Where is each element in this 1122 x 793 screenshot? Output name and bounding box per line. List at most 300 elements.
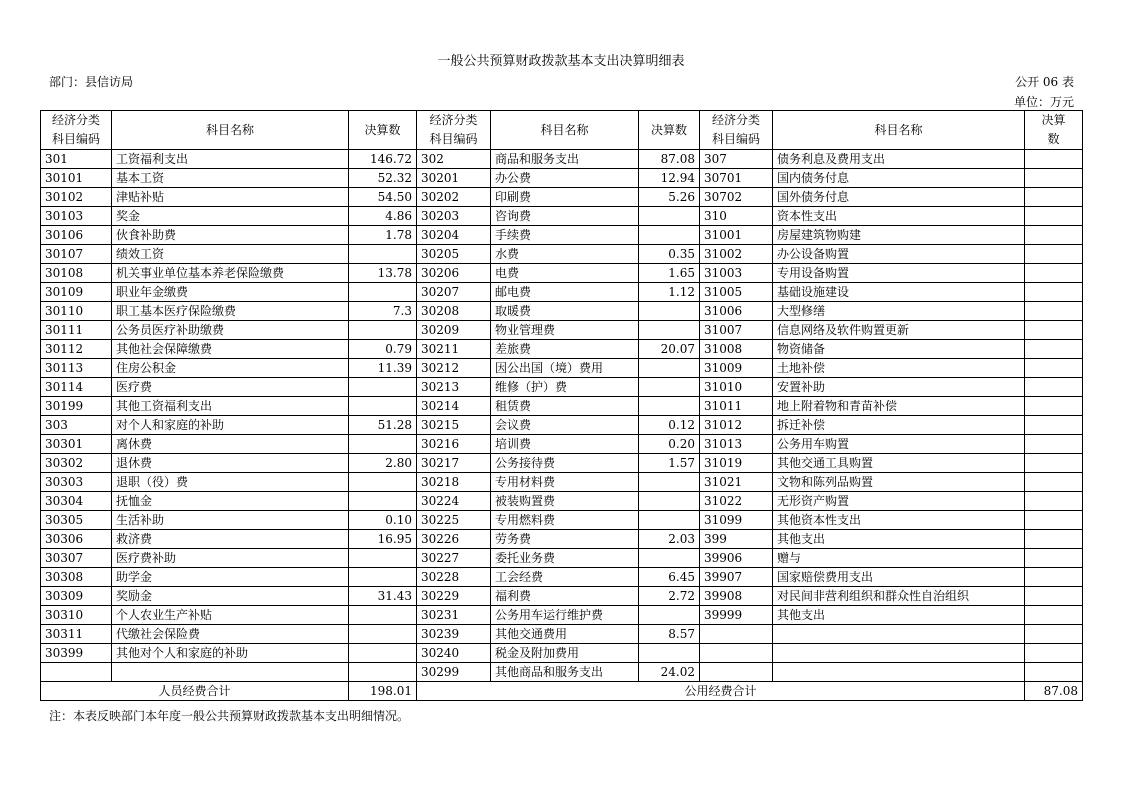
code-cell: 30226 [417,530,491,549]
amount-cell [639,302,700,321]
item-name-cell [773,625,1025,644]
amount-cell: 1.12 [639,283,700,302]
table-row [41,340,1083,359]
amount-cell [349,625,417,644]
item-name-cell: 个人农业生产补贴 [112,606,349,625]
item-name-cell: 伙食补助费 [112,226,349,245]
amount-cell [1025,625,1083,644]
item-name-cell: 医疗费 [112,378,349,397]
item-name-cell: 差旅费 [491,340,639,359]
code-cell: 31007 [700,321,773,340]
header-amount: 决算数 [639,111,700,150]
item-name-cell: 对个人和家庭的补助 [112,416,349,435]
amount-cell: 6.45 [639,568,700,587]
unit-label: 单位：万元 [1013,95,1074,109]
amount-cell [1025,302,1083,321]
item-name-cell: 福利费 [491,587,639,606]
item-name-cell: 津贴补贴 [112,188,349,207]
code-cell: 30303 [41,473,112,492]
amount-cell [1025,397,1083,416]
amount-cell: 146.72 [349,150,417,169]
code-cell: 30211 [417,340,491,359]
table-row [41,663,1083,682]
footnote: 注：本表反映部门本年度一般公共预算财政拨款基本支出明细情况。 [49,709,410,723]
amount-cell [639,492,700,511]
item-name-cell: 公务接待费 [491,454,639,473]
code-cell: 31021 [700,473,773,492]
code-cell: 30109 [41,283,112,302]
code-cell: 30308 [41,568,112,587]
item-name-cell: 公务用车购置 [773,435,1025,454]
table-row [41,625,1083,644]
item-name-cell: 离休费 [112,435,349,454]
code-cell: 30106 [41,226,112,245]
item-name-cell: 资本性支出 [773,207,1025,226]
amount-cell: 24.02 [639,663,700,682]
amount-cell [1025,606,1083,625]
code-cell: 31012 [700,416,773,435]
public-total-amount: 87.08 [1025,682,1083,701]
header-name: 科目名称 [491,111,639,150]
item-name-cell: 公务用车运行维护费 [491,606,639,625]
code-cell: 30239 [417,625,491,644]
item-name-cell: 专用设备购置 [773,264,1025,283]
item-name-cell: 因公出国（境）费用 [491,359,639,378]
amount-cell [639,226,700,245]
code-cell: 30306 [41,530,112,549]
item-name-cell: 奖金 [112,207,349,226]
code-cell: 30307 [41,549,112,568]
item-name-cell: 其他社会保障缴费 [112,340,349,359]
code-cell: 31005 [700,283,773,302]
amount-cell [1025,359,1083,378]
code-cell: 399 [700,530,773,549]
item-name-cell: 国家赔偿费用支出 [773,568,1025,587]
amount-cell [349,492,417,511]
code-cell: 30218 [417,473,491,492]
item-name-cell: 职工基本医疗保险缴费 [112,302,349,321]
table-row [41,587,1083,606]
item-name-cell: 被装购置费 [491,492,639,511]
code-cell: 30208 [417,302,491,321]
amount-cell [639,473,700,492]
item-name-cell: 安置补助 [773,378,1025,397]
code-cell: 30225 [417,511,491,530]
code-cell: 31011 [700,397,773,416]
amount-cell [639,644,700,663]
item-name-cell: 对民间非营利组织和群众性自治组织 [773,587,1025,606]
item-name-cell [112,663,349,682]
amount-cell [639,321,700,340]
amount-cell [1025,473,1083,492]
public-total-label: 公用经费合计 [417,682,1025,701]
table-row [41,530,1083,549]
code-cell: 31008 [700,340,773,359]
item-name-cell: 债务利息及费用支出 [773,150,1025,169]
code-cell: 30101 [41,169,112,188]
item-name-cell: 劳务费 [491,530,639,549]
amount-cell [349,568,417,587]
item-name-cell: 拆迁补偿 [773,416,1025,435]
item-name-cell: 其他对个人和家庭的补助 [112,644,349,663]
code-cell: 30207 [417,283,491,302]
code-cell: 31022 [700,492,773,511]
table-row [41,302,1083,321]
code-cell: 30227 [417,549,491,568]
totals-row [41,682,1083,701]
item-name-cell: 其他交通工具购置 [773,454,1025,473]
code-cell: 30399 [41,644,112,663]
item-name-cell: 抚恤金 [112,492,349,511]
amount-cell: 7.3 [349,302,417,321]
amount-cell [1025,416,1083,435]
table-row [41,207,1083,226]
amount-cell [1025,321,1083,340]
amount-cell [349,245,417,264]
amount-cell [349,283,417,302]
code-cell: 30213 [417,378,491,397]
code-cell: 30110 [41,302,112,321]
code-cell: 302 [417,150,491,169]
code-cell: 30111 [41,321,112,340]
item-name-cell: 其他商品和服务支出 [491,663,639,682]
item-name-cell: 退职（役）费 [112,473,349,492]
item-name-cell: 商品和服务支出 [491,150,639,169]
code-cell: 310 [700,207,773,226]
amount-cell: 4.86 [349,207,417,226]
item-name-cell: 税金及附加费用 [491,644,639,663]
item-name-cell [773,644,1025,663]
item-name-cell: 无形资产购置 [773,492,1025,511]
table-row [41,473,1083,492]
code-cell: 31003 [700,264,773,283]
code-cell: 30224 [417,492,491,511]
code-cell: 30301 [41,435,112,454]
item-name-cell: 租赁费 [491,397,639,416]
amount-cell: 31.43 [349,587,417,606]
amount-cell [639,549,700,568]
amount-cell: 20.07 [639,340,700,359]
amount-cell [1025,188,1083,207]
item-name-cell: 国内债务付息 [773,169,1025,188]
code-cell: 30206 [417,264,491,283]
code-cell: 30199 [41,397,112,416]
amount-cell [1025,663,1083,682]
code-cell: 30205 [417,245,491,264]
amount-cell: 8.57 [639,625,700,644]
amount-cell: 52.32 [349,169,417,188]
code-cell [700,625,773,644]
table-row [41,264,1083,283]
table-row [41,283,1083,302]
personnel-total-amount: 198.01 [349,682,417,701]
code-cell: 31019 [700,454,773,473]
code-cell [700,644,773,663]
table-row [41,549,1083,568]
code-cell: 30202 [417,188,491,207]
code-cell: 31009 [700,359,773,378]
item-name-cell: 职业年金缴费 [112,283,349,302]
code-cell: 30103 [41,207,112,226]
table-row [41,606,1083,625]
code-cell: 301 [41,150,112,169]
code-cell: 30240 [417,644,491,663]
item-name-cell: 邮电费 [491,283,639,302]
header-amount: 决算数 [349,111,417,150]
amount-cell [1025,150,1083,169]
item-name-cell: 维修（护）费 [491,378,639,397]
code-cell [700,663,773,682]
item-name-cell: 专用燃料费 [491,511,639,530]
expenditure-table [40,110,1083,701]
amount-cell [1025,245,1083,264]
amount-cell: 0.35 [639,245,700,264]
code-cell: 30201 [417,169,491,188]
item-name-cell: 基本工资 [112,169,349,188]
code-cell: 30209 [417,321,491,340]
code-cell: 30217 [417,454,491,473]
code-cell: 30107 [41,245,112,264]
item-name-cell: 印刷费 [491,188,639,207]
amount-cell [1025,378,1083,397]
amount-cell [639,511,700,530]
table-row [41,568,1083,587]
item-name-cell: 其他工资福利支出 [112,397,349,416]
item-name-cell: 咨询费 [491,207,639,226]
amount-cell: 5.26 [639,188,700,207]
item-name-cell: 工会经费 [491,568,639,587]
item-name-cell: 住房公积金 [112,359,349,378]
item-name-cell: 其他交通费用 [491,625,639,644]
code-cell: 30310 [41,606,112,625]
code-cell: 39999 [700,606,773,625]
header-row [41,111,1083,150]
code-cell: 39908 [700,587,773,606]
table-row [41,378,1083,397]
header-amount: 决算 数 [1025,111,1083,150]
item-name-cell: 培训费 [491,435,639,454]
department-label: 部门：县信访局 [49,75,134,89]
amount-cell: 54.50 [349,188,417,207]
code-cell: 30114 [41,378,112,397]
amount-cell: 13.78 [349,264,417,283]
header-code: 经济分类 科目编码 [700,111,773,150]
code-cell: 30102 [41,188,112,207]
amount-cell: 1.65 [639,264,700,283]
table-row [41,454,1083,473]
code-cell: 303 [41,416,112,435]
amount-cell [349,435,417,454]
code-cell: 31010 [700,378,773,397]
amount-cell [1025,207,1083,226]
amount-cell [1025,568,1083,587]
code-cell: 30299 [417,663,491,682]
item-name-cell: 绩效工资 [112,245,349,264]
personnel-total-label: 人员经费合计 [41,682,349,701]
code-cell: 31099 [700,511,773,530]
amount-cell [349,606,417,625]
amount-cell: 12.94 [639,169,700,188]
amount-cell [1025,226,1083,245]
code-cell: 31001 [700,226,773,245]
item-name-cell: 工资福利支出 [112,150,349,169]
amount-cell: 1.57 [639,454,700,473]
code-cell: 30311 [41,625,112,644]
table-row [41,359,1083,378]
amount-cell: 16.95 [349,530,417,549]
code-cell: 30203 [417,207,491,226]
item-name-cell: 其他支出 [773,530,1025,549]
code-cell [41,663,112,682]
code-cell: 30309 [41,587,112,606]
table-row [41,435,1083,454]
item-name-cell [773,663,1025,682]
amount-cell [1025,264,1083,283]
amount-cell [349,397,417,416]
item-name-cell: 公务员医疗补助缴费 [112,321,349,340]
table-row [41,644,1083,663]
amount-cell [1025,587,1083,606]
code-cell: 30231 [417,606,491,625]
item-name-cell: 救济费 [112,530,349,549]
amount-cell [349,378,417,397]
item-name-cell: 其他资本性支出 [773,511,1025,530]
amount-cell [1025,530,1083,549]
table-row [41,492,1083,511]
table-row [41,511,1083,530]
amount-cell [349,321,417,340]
item-name-cell: 委托业务费 [491,549,639,568]
header-code: 经济分类 科目编码 [41,111,112,150]
code-cell: 30215 [417,416,491,435]
code-cell: 30302 [41,454,112,473]
code-cell: 30702 [700,188,773,207]
table-row [41,150,1083,169]
amount-cell [349,644,417,663]
item-name-cell: 房屋建筑物购建 [773,226,1025,245]
amount-cell [639,606,700,625]
header-name: 科目名称 [112,111,349,150]
amount-cell [349,549,417,568]
code-cell: 31006 [700,302,773,321]
amount-cell: 87.08 [639,150,700,169]
amount-cell: 0.10 [349,511,417,530]
code-cell: 30228 [417,568,491,587]
item-name-cell: 手续费 [491,226,639,245]
item-name-cell: 其他支出 [773,606,1025,625]
table-row [41,245,1083,264]
item-name-cell: 助学金 [112,568,349,587]
header-code: 经济分类 科目编码 [417,111,491,150]
code-cell: 30229 [417,587,491,606]
amount-cell: 1.78 [349,226,417,245]
amount-cell [1025,340,1083,359]
amount-cell: 2.80 [349,454,417,473]
item-name-cell: 会议费 [491,416,639,435]
item-name-cell: 医疗费补助 [112,549,349,568]
amount-cell [1025,492,1083,511]
code-cell: 30113 [41,359,112,378]
item-name-cell: 信息网络及软件购置更新 [773,321,1025,340]
amount-cell [639,359,700,378]
item-name-cell: 国外债务付息 [773,188,1025,207]
code-cell: 30112 [41,340,112,359]
amount-cell [639,207,700,226]
item-name-cell: 赠与 [773,549,1025,568]
amount-cell: 51.28 [349,416,417,435]
code-cell: 31013 [700,435,773,454]
item-name-cell: 土地补偿 [773,359,1025,378]
code-cell: 30305 [41,511,112,530]
code-cell: 39906 [700,549,773,568]
table-row [41,226,1083,245]
item-name-cell: 生活补助 [112,511,349,530]
item-name-cell: 专用材料费 [491,473,639,492]
item-name-cell: 物业管理费 [491,321,639,340]
amount-cell: 11.39 [349,359,417,378]
item-name-cell: 办公费 [491,169,639,188]
amount-cell [1025,169,1083,188]
item-name-cell: 机关事业单位基本养老保险缴费 [112,264,349,283]
amount-cell [1025,283,1083,302]
item-name-cell: 取暖费 [491,302,639,321]
amount-cell: 2.03 [639,530,700,549]
item-name-cell: 水费 [491,245,639,264]
table-number: 公开 06 表 [1015,75,1074,89]
amount-cell: 0.20 [639,435,700,454]
page-title: 一般公共预算财政拨款基本支出决算明细表 [437,54,685,69]
code-cell: 307 [700,150,773,169]
item-name-cell: 电费 [491,264,639,283]
amount-cell: 0.12 [639,416,700,435]
item-name-cell: 文物和陈列品购置 [773,473,1025,492]
item-name-cell: 退休费 [112,454,349,473]
code-cell: 39907 [700,568,773,587]
table-row [41,321,1083,340]
amount-cell [1025,454,1083,473]
code-cell: 30304 [41,492,112,511]
header-name: 科目名称 [773,111,1025,150]
amount-cell [639,397,700,416]
table-row [41,397,1083,416]
amount-cell: 2.72 [639,587,700,606]
code-cell: 31002 [700,245,773,264]
item-name-cell: 办公设备购置 [773,245,1025,264]
amount-cell [1025,511,1083,530]
table-row [41,416,1083,435]
code-cell: 30212 [417,359,491,378]
table-row [41,188,1083,207]
item-name-cell: 代缴社会保险费 [112,625,349,644]
code-cell: 30214 [417,397,491,416]
code-cell: 30204 [417,226,491,245]
amount-cell [349,473,417,492]
amount-cell: 0.79 [349,340,417,359]
table-row [41,169,1083,188]
item-name-cell: 大型修缮 [773,302,1025,321]
amount-cell [349,663,417,682]
code-cell: 30216 [417,435,491,454]
amount-cell [639,378,700,397]
amount-cell [1025,435,1083,454]
code-cell: 30701 [700,169,773,188]
item-name-cell: 奖励金 [112,587,349,606]
amount-cell [1025,549,1083,568]
item-name-cell: 地上附着物和青苗补偿 [773,397,1025,416]
item-name-cell: 物资储备 [773,340,1025,359]
code-cell: 30108 [41,264,112,283]
amount-cell [1025,644,1083,663]
